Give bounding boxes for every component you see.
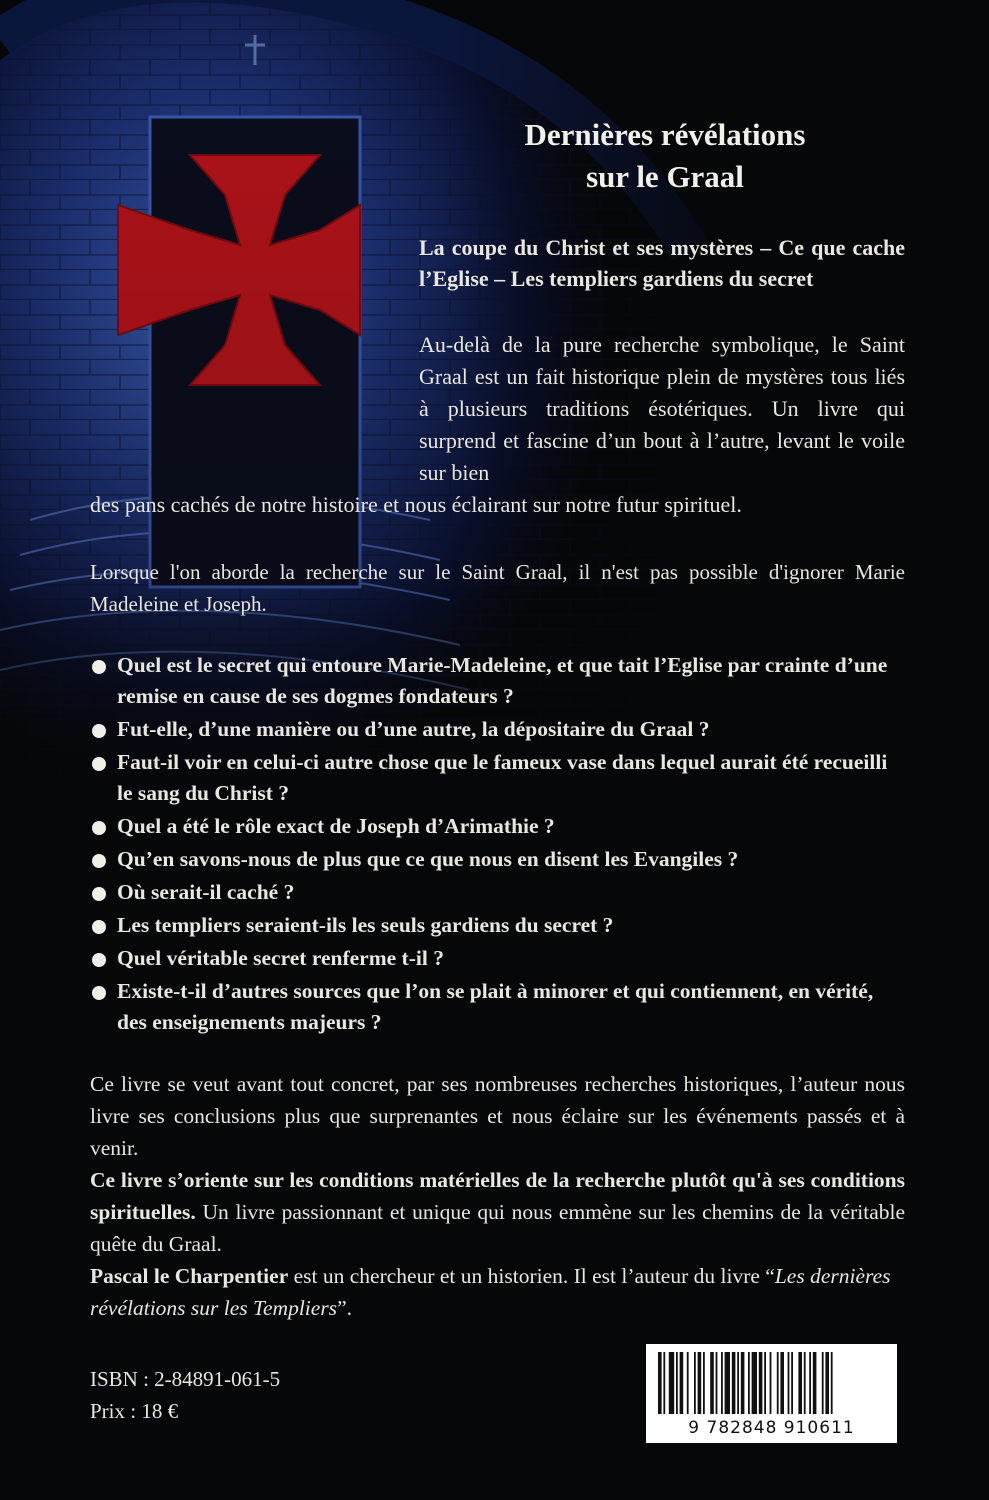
question-text: Quel est le secret qui entoure Marie-Madeleine, et que tait l’Eglise par crainte d’une remise en cause de ses dogmes fondateurs ?: [117, 653, 888, 708]
question-list: [90, 650, 908, 1040]
question-text: Quel a été le rôle exact de Joseph d’Arimathie ?: [117, 814, 555, 838]
list-item: [90, 714, 908, 745]
bullet-icon: [92, 660, 106, 674]
question-text: Où serait-il caché ?: [117, 880, 295, 904]
list-item: [90, 943, 908, 974]
question-text: Quel véritable secret renferme t-il ?: [117, 946, 444, 970]
author-name: Pascal le Charpentier: [90, 1264, 289, 1288]
bullet-icon: [92, 724, 106, 738]
bullet-icon: [92, 986, 106, 1000]
title-line-2: sur le Graal: [586, 159, 744, 194]
barcode: [646, 1344, 897, 1443]
list-item: [90, 747, 908, 809]
bullet-icon: [92, 887, 106, 901]
author-paragraph: [90, 1260, 905, 1324]
isbn-line: ISBN : 2-84891-061-5: [90, 1367, 281, 1391]
list-item: [90, 650, 908, 712]
description-paragraph: Au-delà de la pure recherche symbolique, le Saint Graal est un fait historique plein de mystères tous liés à plusieurs traditions ésotériques. Un livre qui surprend et fascine d’un bout à l’autre, levant le voile sur bien: [419, 332, 905, 485]
question-text: Les templiers seraient-ils les seuls gardiens du secret ?: [117, 913, 614, 937]
question-text: Existe-t-il d’autres sources que l’on se plait à minorer et qui contiennent, en vérité, des enseignements majeurs ?: [117, 979, 874, 1034]
list-item: [90, 811, 908, 842]
orientation-paragraph: [90, 1164, 905, 1260]
question-text: Fut-elle, d’une manière ou d’une autre, la dépositaire du Graal ?: [117, 717, 710, 741]
bullet-icon: [92, 953, 106, 967]
author-text: est un chercheur et un historien. Il est l’auteur du livre “: [288, 1264, 775, 1288]
other-book-title: Les dernières révélations sur les Templiers: [90, 1264, 891, 1320]
intro-paragraph: Lorsque l'on aborde la recherche sur le Saint Graal, il n'est pas possible d'ignorer Marie Madeleine et Joseph.: [90, 560, 905, 616]
bullet-icon: [92, 920, 106, 934]
bullet-icon: [92, 854, 106, 868]
list-item: [90, 976, 908, 1038]
orientation-bold-text: Ce livre s’oriente sur les conditions matérielles de la recherche plutôt qu'à ses conditions spirituelles.: [90, 1168, 905, 1224]
question-text: Faut-il voir en celui-ci autre chose que le fameux vase dans lequel aurait été recueilli le sang du Christ ?: [117, 750, 888, 805]
author-text-end: ”.: [337, 1296, 352, 1320]
list-item: [90, 910, 908, 941]
bullet-icon: [92, 757, 106, 771]
question-text: Qu’en savons-nous de plus que ce que nous en disent les Evangiles ?: [117, 847, 739, 871]
title-line-1: Dernières révélations: [524, 117, 806, 152]
conclusion-paragraph: Ce livre se veut avant tout concret, par ses nombreuses recherches historiques, l’auteur nous livre ses conclusions plus que surprenantes et nous éclaire sur les événements passés et à venir.: [90, 1072, 905, 1160]
barcode-digits: 9 782848 910611: [688, 1418, 855, 1438]
description-paragraph-end: des pans cachés de notre histoire et nous éclairant sur notre futur spirituel.: [90, 492, 742, 517]
book-title: [470, 114, 860, 198]
orientation-text: Un livre passionnant et unique qui nous emmène sur les chemins de la véritable quête du Graal.: [90, 1200, 905, 1256]
price-line: Prix : 18 €: [90, 1399, 179, 1423]
book-subtitle: La coupe du Christ et ses mystères – Ce que cache l’Eglise – Les templiers gardiens du secret: [419, 235, 905, 291]
list-item: [90, 877, 908, 908]
bullet-icon: [92, 821, 106, 835]
list-item: [90, 844, 908, 875]
